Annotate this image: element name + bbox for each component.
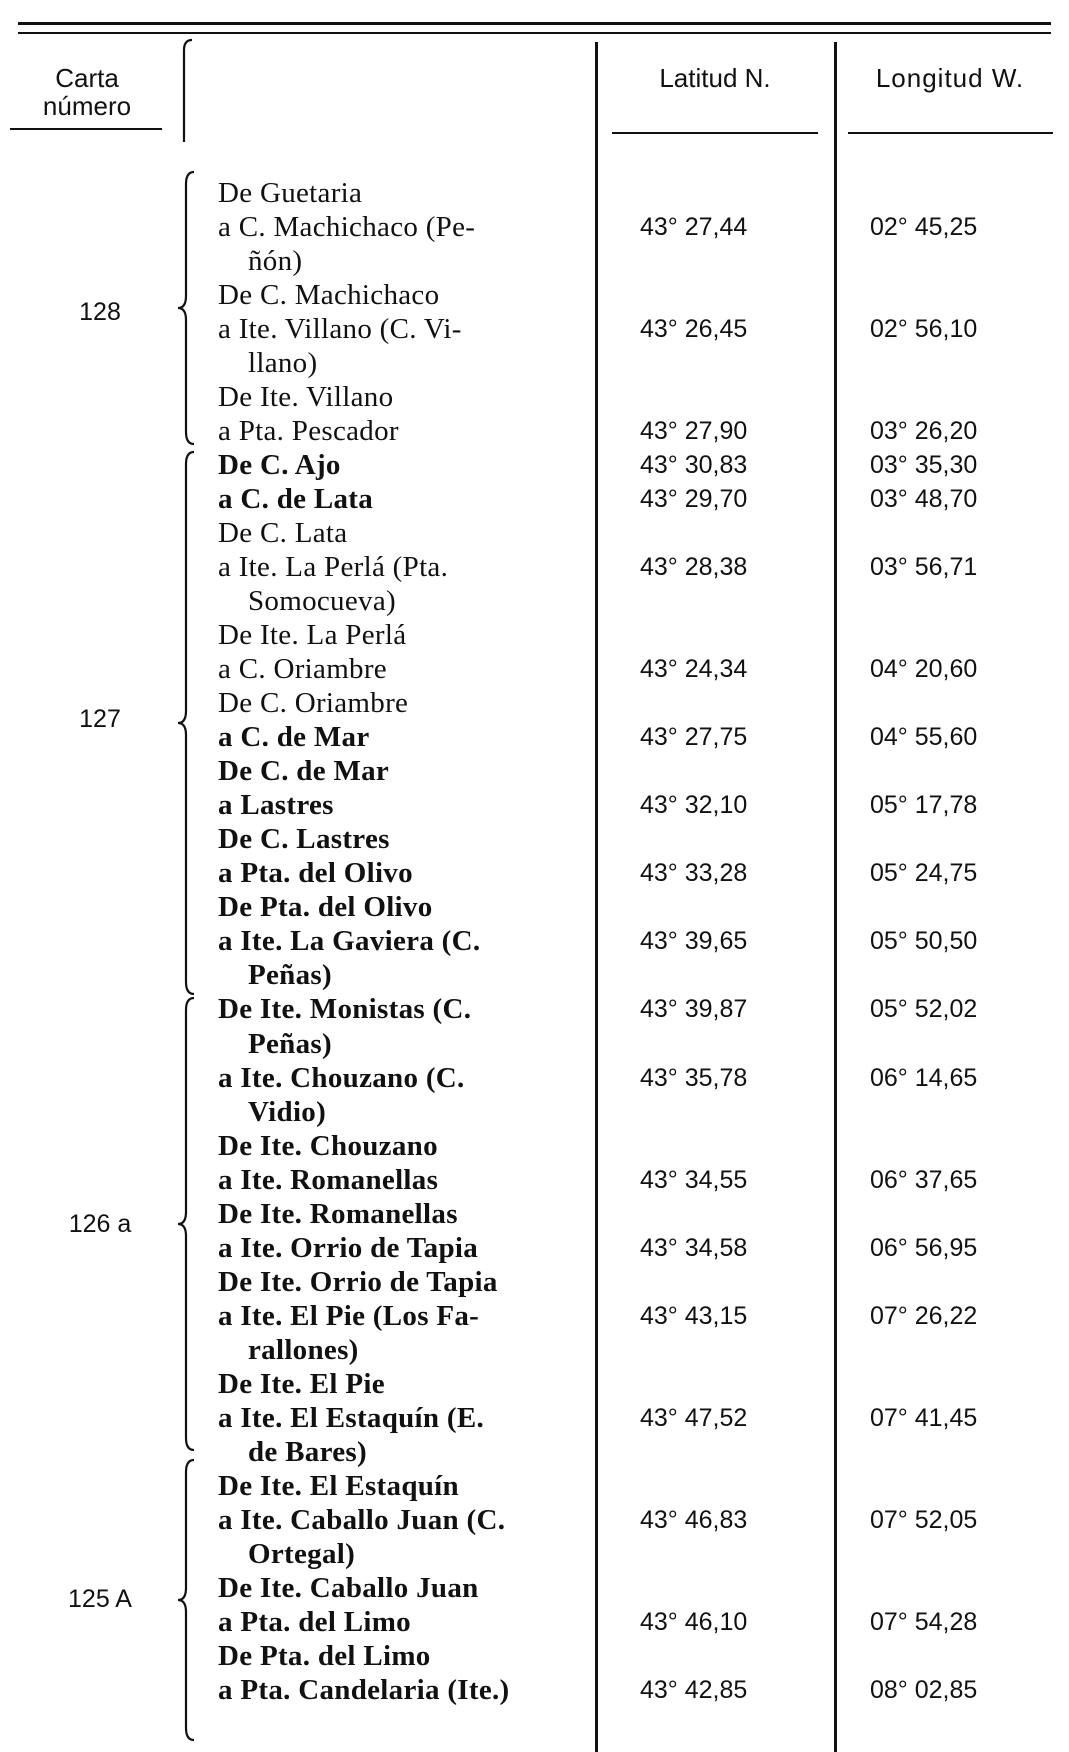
route-segment: De C. Lata — [218, 517, 348, 550]
table-row — [0, 380, 1069, 414]
route-segment: De C. Lastres — [218, 823, 390, 856]
longitude-value: 08° 02,85 — [870, 1675, 978, 1704]
route-segment: a Ite. Romanellas — [218, 1163, 439, 1196]
table-row — [0, 278, 1069, 312]
route-segment: Peñas) — [248, 959, 332, 992]
longitude-value: 05° 17,78 — [870, 791, 978, 820]
table-row — [0, 1367, 1069, 1401]
longitude-value: 03° 56,71 — [870, 553, 978, 582]
table-row — [0, 754, 1069, 788]
route-segment: De Ite. Caballo Juan — [218, 1571, 479, 1604]
route-segment: De Ite. Villano — [218, 381, 394, 414]
route-segment: ñón) — [248, 245, 303, 278]
route-segment: De C. Machichaco — [218, 279, 440, 312]
table-row — [0, 1673, 1069, 1707]
header-carta — [22, 64, 152, 120]
table-row — [0, 1197, 1069, 1231]
table-row — [0, 1639, 1069, 1673]
route-segment: rallones) — [248, 1333, 359, 1366]
latitude-value: 43° 34,55 — [640, 1165, 748, 1194]
route-segment: De Ite. La Perlá — [218, 619, 407, 652]
longitude-value: 05° 52,02 — [870, 995, 978, 1024]
route-segment: a Ite. La Perlá (Pta. — [218, 551, 449, 584]
longitude-value: 07° 41,45 — [870, 1403, 978, 1432]
longitude-value: 04° 20,60 — [870, 655, 978, 684]
header-carta-line2: número — [42, 91, 132, 121]
latitude-value: 43° 30,83 — [640, 451, 748, 480]
route-segment: De Ite. Chouzano — [218, 1129, 438, 1162]
latitude-value: 43° 27,75 — [640, 723, 748, 752]
latitude-value: 43° 29,70 — [640, 485, 748, 514]
table-row — [0, 414, 1069, 448]
route-segment: a Pta. del Limo — [218, 1605, 411, 1638]
header-carta-line1: Carta — [55, 63, 119, 93]
table-row — [0, 482, 1069, 516]
table-row — [0, 924, 1069, 958]
table-row — [0, 1265, 1069, 1299]
route-segment: de Bares) — [248, 1435, 367, 1468]
route-segment: a Ite. La Gaviera (C. — [218, 925, 481, 958]
route-segment: Peñas) — [248, 1027, 332, 1060]
table-row — [0, 1605, 1069, 1639]
latitude-value: 43° 46,10 — [640, 1607, 748, 1636]
route-segment: a Lastres — [218, 789, 334, 822]
table-row — [0, 1095, 1069, 1129]
route-segment: a Ite. El Pie (Los Fa- — [218, 1299, 480, 1332]
latitude-value: 43° 32,10 — [640, 791, 748, 820]
route-segment: De Ite. Orrio de Tapia — [218, 1265, 498, 1298]
table-row — [0, 210, 1069, 244]
table-row — [0, 856, 1069, 890]
latitude-value: 43° 27,90 — [640, 417, 748, 446]
top-rule-thin — [18, 32, 1051, 34]
table-row — [0, 312, 1069, 346]
longitude-value: 07° 54,28 — [870, 1607, 978, 1636]
table-row — [0, 1129, 1069, 1163]
longitude-value: 02° 56,10 — [870, 315, 978, 344]
table-row — [0, 822, 1069, 856]
route-segment: a Pta. Candelaria (Ite.) — [218, 1673, 510, 1706]
table-row — [0, 584, 1069, 618]
longitude-value: 06° 37,65 — [870, 1165, 978, 1194]
table-row — [0, 686, 1069, 720]
latitude-value: 43° 33,28 — [640, 859, 748, 888]
carta-number: 127 — [79, 705, 121, 733]
route-segment: a Ite. Caballo Juan (C. — [218, 1503, 506, 1536]
latitude-value: 43° 34,58 — [640, 1233, 748, 1262]
table-row — [0, 448, 1069, 482]
table-row — [0, 1333, 1069, 1367]
latitude-value: 43° 39,87 — [640, 995, 748, 1024]
table-row — [0, 1435, 1069, 1469]
table-row — [0, 1401, 1069, 1435]
table-row — [0, 992, 1069, 1026]
route-segment: a Ite. Orrio de Tapia — [218, 1231, 479, 1264]
route-segment: Vidio) — [248, 1095, 327, 1128]
latitude-value: 43° 47,52 — [640, 1403, 748, 1432]
longitude-value: 04° 55,60 — [870, 723, 978, 752]
longitude-value: 05° 24,75 — [870, 859, 978, 888]
table-row — [0, 652, 1069, 686]
latitude-value: 43° 26,45 — [640, 315, 748, 344]
longitude-value: 06° 14,65 — [870, 1063, 978, 1092]
latitude-value: 43° 28,38 — [640, 553, 748, 582]
route-segment: Ortegal) — [248, 1537, 356, 1570]
longitude-value: 06° 56,95 — [870, 1233, 978, 1262]
table-row — [0, 1503, 1069, 1537]
table-row — [0, 1027, 1069, 1061]
table-row — [0, 1061, 1069, 1095]
route-segment: De Ite. El Pie — [218, 1367, 385, 1400]
route-segment: a Pta. del Olivo — [218, 857, 413, 890]
latitude-value: 43° 35,78 — [640, 1063, 748, 1092]
header-longitud-underline — [848, 132, 1053, 134]
carta-number: 126 a — [68, 1210, 132, 1238]
route-segment: llano) — [248, 347, 318, 380]
table-row — [0, 1163, 1069, 1197]
latitude-value: 43° 27,44 — [640, 213, 748, 242]
route-segment: De Pta. del Olivo — [218, 891, 433, 924]
route-segment: a Ite. Chouzano (C. — [218, 1061, 465, 1094]
route-segment: De Ite. El Estaquín — [218, 1469, 459, 1502]
route-segment: a Ite. Villano (C. Vi- — [218, 313, 462, 346]
header-brace — [178, 38, 198, 144]
table-row — [0, 720, 1069, 754]
route-segment: De C. Ajo — [218, 449, 341, 482]
header-longitud: Longitud W. — [875, 63, 1025, 93]
longitude-value: 05° 50,50 — [870, 927, 978, 956]
route-segment: De Ite. Monistas (C. — [218, 993, 472, 1026]
longitude-value: 07° 52,05 — [870, 1505, 978, 1534]
route-segment: De Guetaria — [218, 177, 363, 209]
carta-number: 128 — [79, 298, 121, 326]
route-segment: a C. de Lata — [218, 483, 374, 516]
route-segment: a C. Oriambre — [218, 653, 387, 686]
latitude-value: 43° 42,85 — [640, 1675, 748, 1704]
table-row — [0, 958, 1069, 992]
route-segment: De C. de Mar — [218, 755, 390, 788]
top-rule — [18, 22, 1051, 25]
table-row — [0, 244, 1069, 278]
table-row — [0, 788, 1069, 822]
table-row — [0, 890, 1069, 924]
longitude-value: 03° 26,20 — [870, 417, 978, 446]
table-row — [0, 618, 1069, 652]
latitude-value: 43° 46,83 — [640, 1505, 748, 1534]
header-carta-underline — [10, 128, 162, 130]
table-row — [0, 1299, 1069, 1333]
route-segment: De Pta. del Limo — [218, 1639, 431, 1672]
table-row — [0, 176, 1069, 210]
table-row — [0, 1571, 1069, 1605]
table-row — [0, 550, 1069, 584]
route-segment: Somocueva) — [248, 585, 396, 618]
longitude-value: 03° 35,30 — [870, 451, 978, 480]
table-row — [0, 516, 1069, 550]
route-segment: a Pta. Pescador — [218, 415, 399, 448]
longitude-value: 07° 26,22 — [870, 1301, 978, 1330]
route-segment: a C. Machichaco (Pe- — [218, 211, 476, 244]
table-row — [0, 346, 1069, 380]
route-segment: De Ite. Romanellas — [218, 1197, 458, 1230]
latitude-value: 43° 24,34 — [640, 655, 748, 684]
table-row — [0, 1469, 1069, 1503]
carta-number: 125 A — [68, 1585, 132, 1613]
route-segment: De C. Oriambre — [218, 687, 409, 720]
header-latitud: Latitud N. — [659, 63, 771, 93]
longitude-value: 02° 45,25 — [870, 213, 978, 242]
latitude-value: 43° 43,15 — [640, 1301, 748, 1330]
header-latitud-underline — [612, 132, 818, 134]
table-row — [0, 1537, 1069, 1571]
longitude-value: 03° 48,70 — [870, 485, 978, 514]
route-segment: a C. de Mar — [218, 721, 370, 754]
latitude-value: 43° 39,65 — [640, 927, 748, 956]
table-row — [0, 1231, 1069, 1265]
route-segment: a Ite. El Estaquín (E. — [218, 1401, 485, 1434]
